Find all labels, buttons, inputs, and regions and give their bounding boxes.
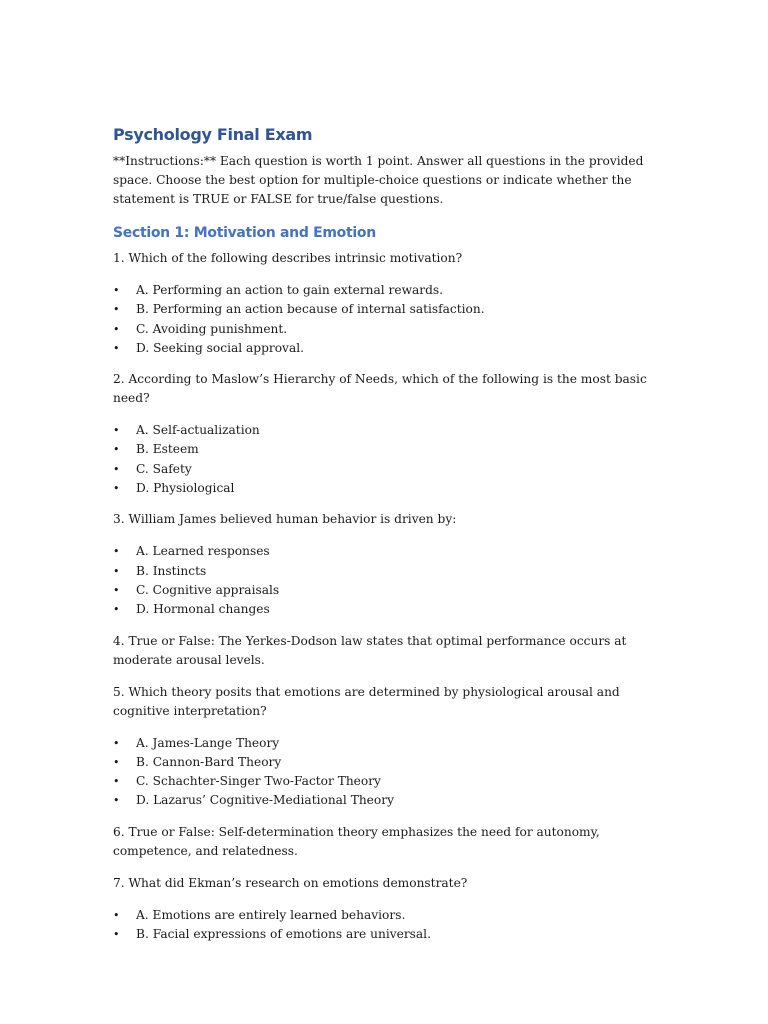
bullet-icon: • bbox=[113, 755, 120, 769]
bullet-icon: • bbox=[113, 303, 120, 317]
options-list bbox=[113, 281, 661, 358]
option-item bbox=[113, 542, 661, 561]
bullet-icon: • bbox=[113, 908, 120, 922]
option-text: A. Emotions are entirely learned behaviors. bbox=[136, 907, 406, 922]
option-text: D. Physiological bbox=[136, 481, 235, 496]
option-item bbox=[113, 734, 661, 753]
section-heading: Section 1: Motivation and Emotion bbox=[113, 225, 376, 241]
instructions-paragraph: **Instructions:** Each question is worth 1 point. Answer all questions in the provided space. Choose the best option for multiple-choice questions or indicate whether the statement is TRUE or FALSE for true/false questions. bbox=[113, 154, 644, 206]
question-text: 1. Which of the following describes intrinsic motivation? bbox=[113, 251, 463, 265]
bullet-icon: • bbox=[113, 341, 120, 355]
bullet-icon: • bbox=[113, 443, 120, 457]
options-list bbox=[113, 542, 661, 619]
option-text: B. Cannon-Bard Theory bbox=[136, 754, 282, 769]
options-list bbox=[113, 906, 661, 945]
option-text: D. Lazarus’ Cognitive-Mediational Theory bbox=[136, 793, 394, 808]
bullet-icon: • bbox=[113, 284, 120, 297]
bullet-icon: • bbox=[113, 564, 120, 578]
option-text: B. Instincts bbox=[136, 563, 207, 578]
option-item bbox=[113, 772, 661, 791]
bullet-icon: • bbox=[113, 794, 120, 808]
option-text: C. Avoiding punishment. bbox=[136, 321, 288, 336]
option-item bbox=[113, 421, 661, 440]
question-text: 6. True or False: Self-determination theory emphasizes the need for autonomy, competence, and relatedness. bbox=[113, 824, 600, 858]
option-text: B. Esteem bbox=[136, 442, 199, 457]
options-list bbox=[113, 734, 661, 811]
option-item bbox=[113, 753, 661, 772]
question-text: 3. William James believed human behavior is driven by: bbox=[113, 512, 457, 527]
question-text: 7. What did Ekman’s research on emotions demonstrate? bbox=[113, 875, 468, 890]
bullet-icon: • bbox=[113, 545, 120, 559]
question-text: 5. Which theory posits that emotions are determined by physiological arousal and cognitive interpretation? bbox=[113, 684, 620, 718]
option-item bbox=[113, 925, 661, 944]
bullet-icon: • bbox=[113, 928, 120, 942]
option-text: C. Safety bbox=[136, 461, 192, 476]
option-item bbox=[113, 562, 661, 581]
options-list bbox=[113, 421, 661, 498]
option-text: B. Facial expressions of emotions are universal. bbox=[136, 927, 431, 942]
option-item bbox=[113, 320, 661, 339]
option-item bbox=[113, 281, 661, 300]
option-text: A. Self-actualization bbox=[136, 423, 260, 438]
option-text: B. Performing an action because of internal satisfaction. bbox=[136, 302, 485, 317]
option-item bbox=[113, 300, 661, 319]
bullet-icon: • bbox=[113, 482, 120, 496]
question-text: 2. According to Maslow’s Hierarchy of Needs, which of the following is the most basic need? bbox=[113, 372, 647, 406]
bullet-icon: • bbox=[113, 603, 120, 617]
option-text: A. James-Lange Theory bbox=[136, 735, 280, 750]
option-text: A. Performing an action to gain external rewards. bbox=[136, 283, 444, 297]
bullet-icon: • bbox=[113, 583, 120, 597]
option-item bbox=[113, 339, 661, 358]
document-body bbox=[113, 124, 661, 956]
option-item bbox=[113, 600, 661, 619]
option-item bbox=[113, 440, 661, 459]
option-text: C. Schachter-Singer Two-Factor Theory bbox=[136, 774, 381, 789]
bullet-icon: • bbox=[113, 424, 120, 438]
option-text: A. Learned responses bbox=[136, 544, 270, 559]
document-title: Psychology Final Exam bbox=[113, 125, 313, 144]
option-text: C. Cognitive appraisals bbox=[136, 582, 280, 597]
question-text: 4. True or False: The Yerkes-Dodson law states that optimal performance occurs at moderate arousal levels. bbox=[113, 633, 627, 667]
bullet-icon: • bbox=[113, 736, 120, 750]
option-text: D. Hormonal changes bbox=[136, 602, 270, 617]
option-item bbox=[113, 479, 661, 498]
option-item bbox=[113, 791, 661, 810]
option-text: D. Seeking social approval. bbox=[136, 340, 304, 355]
bullet-icon: • bbox=[113, 462, 120, 476]
option-item bbox=[113, 581, 661, 600]
option-item bbox=[113, 460, 661, 479]
bullet-icon: • bbox=[113, 775, 120, 789]
option-item bbox=[113, 906, 661, 925]
bullet-icon: • bbox=[113, 322, 120, 336]
